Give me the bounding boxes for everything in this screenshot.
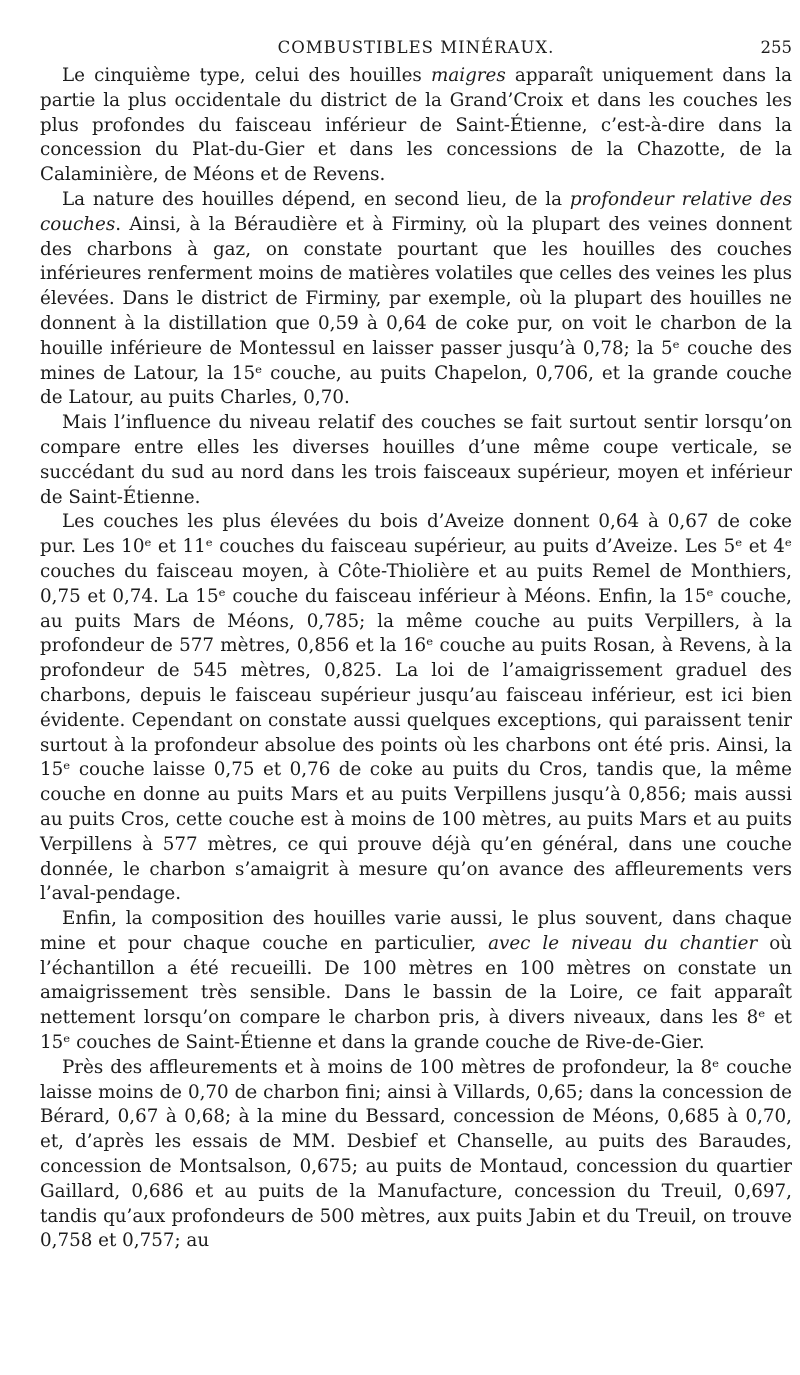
paragraph xyxy=(40,510,792,907)
paragraph xyxy=(40,1056,792,1254)
paragraph xyxy=(40,411,792,510)
text-run: Mais l’influence du niveau relatif des couches se fait surtout sentir lorsqu’on compare entre elles les diverses houilles d’une même coupe verticale, se succédant du sud au nord dans les trois faisceaux supérieur, moyen et inférieur de Saint-Étienne. xyxy=(40,412,792,508)
text-run: apparaît uniquement dans la partie la plus occidentale du district de la Grand’Croix et dans les couches les plus profondes du faisceau inférieur de Saint-Étienne, c’est-à-dire dans la concession du Plat-du-Gier et dans les concessions de la Chazotte, de la Calaminière, de Méons et de Revens. xyxy=(40,65,792,186)
text-run: Le cinquième type, celui des houilles xyxy=(62,65,431,86)
text-run: où l’échantillon a été recueilli. De 100 mètres en 100 mètres on constate un amaigrissement très sensible. Dans le bassin de la Loire, ce fait apparaît nettement lorsqu’on compare le charbon pris, à divers niveaux, dans les 8ᵉ et 15ᵉ couches de Saint-Étienne et dans la grande couche de Rive-de-Gier. xyxy=(40,932,792,1054)
italic-text-run: profondeur relative des couches xyxy=(40,188,792,235)
paragraph xyxy=(40,907,792,1056)
body-text xyxy=(40,64,792,1254)
text-run: Les couches les plus élevées du bois d’Aveize donnent 0,64 à 0,67 de coke pur. Les 10ᵉ et 11ᵉ couches du faisceau supérieur, au puits d’Aveize. Les 5ᵉ et 4ᵉ couches du faisceau moyen, à Côte-Thiolière et au puits Remel de Monthiers, 0,75 et 0,74. La 15ᵉ couche du faisceau inférieur à Méons. Enfin, la 15ᵉ couche, au puits Mars de Méons, 0,785; la même couche au puits Verpillers, à la profondeur de 577 mètres, 0,856 et la 16ᵉ couche au puits Rosan, à Revens, à la profondeur de 545 mètres, 0,825. La loi de l’amaigrissement graduel des charbons, depuis le faisceau supérieur jusqu’au faisceau inférieur, est ici bien évidente. Cependant on constate aussi quelques exceptions, qui paraissent tenir surtout à la profondeur absolue des points où les charbons ont été pris. Ainsi, la 15ᵉ couche laisse 0,75 et 0,76 de coke au puits du Cros, tandis que, la même couche en donne au puits Mars et au puits Verpillens jusqu’à 0,856; mais aussi au puits Cros, cette couche est à moins de 100 mètres, au puits Mars et au puits Verpillens à 577 mètres, ce qui prouve déjà qu’en général, dans une couche donnée, le charbon s’amaigrit à mesure qu’on avance des affleurements vers l’aval-pendage. xyxy=(40,511,792,905)
text-run: Enfin, la composition des houilles varie aussi, le plus souvent, dans chaque mine et pour chaque couche en particulier, xyxy=(40,908,792,954)
italic-text-run: avec le niveau du chantier xyxy=(488,932,758,954)
page-number: 255 xyxy=(760,38,792,57)
paragraph xyxy=(40,64,792,188)
italic-text-run: maigres xyxy=(431,65,506,86)
text-run: La nature des houilles dépend, en second lieu, de la xyxy=(62,188,570,210)
paragraph xyxy=(40,188,792,411)
running-head xyxy=(40,38,792,64)
text-run: . Ainsi, à la Béraudière et à Firminy, où la plupart des veines donnent des charbons à gaz, on constate pourtant que les houilles des couches inférieures renferment moins de matières volatiles que celles des veines les plus élevées. Dans le district de Firminy, par exemple, où la plupart des houilles ne donnent à la distillation que 0,59 à 0,64 de coke pur, on voit le charbon de la houille inférieure de Montessul en laisser passer jusqu’à 0,78; la 5ᵉ couche des mines de Latour, la 15ᵉ couche, au puits Chapelon, 0,706, et la grande couche de Latour, au puits Charles, 0,70. xyxy=(40,213,792,409)
text-run: Près des affleurements et à moins de 100 mètres de profondeur, la 8ᵉ couche laisse moins de 0,70 de charbon fini; ainsi à Villards, 0,65; dans la concession de Bérard, 0,67 à 0,68; à la mine du Bessard, concession de Méons, 0,685 à 0,70, et, d’après les essais de MM. Desbief et Chanselle, au puits des Baraudes, concession de Montsalson, 0,675; au puits de Montaud, concession du quartier Gaillard, 0,686 et au puits de la Manufacture, concession du Treuil, 0,697, tandis qu’aux profondeurs de 500 mètres, aux puits Jabin et du Treuil, on trouve 0,758 et 0,757; au xyxy=(40,1056,792,1252)
running-title: COMBUSTIBLES MINÉRAUX. xyxy=(277,38,555,57)
